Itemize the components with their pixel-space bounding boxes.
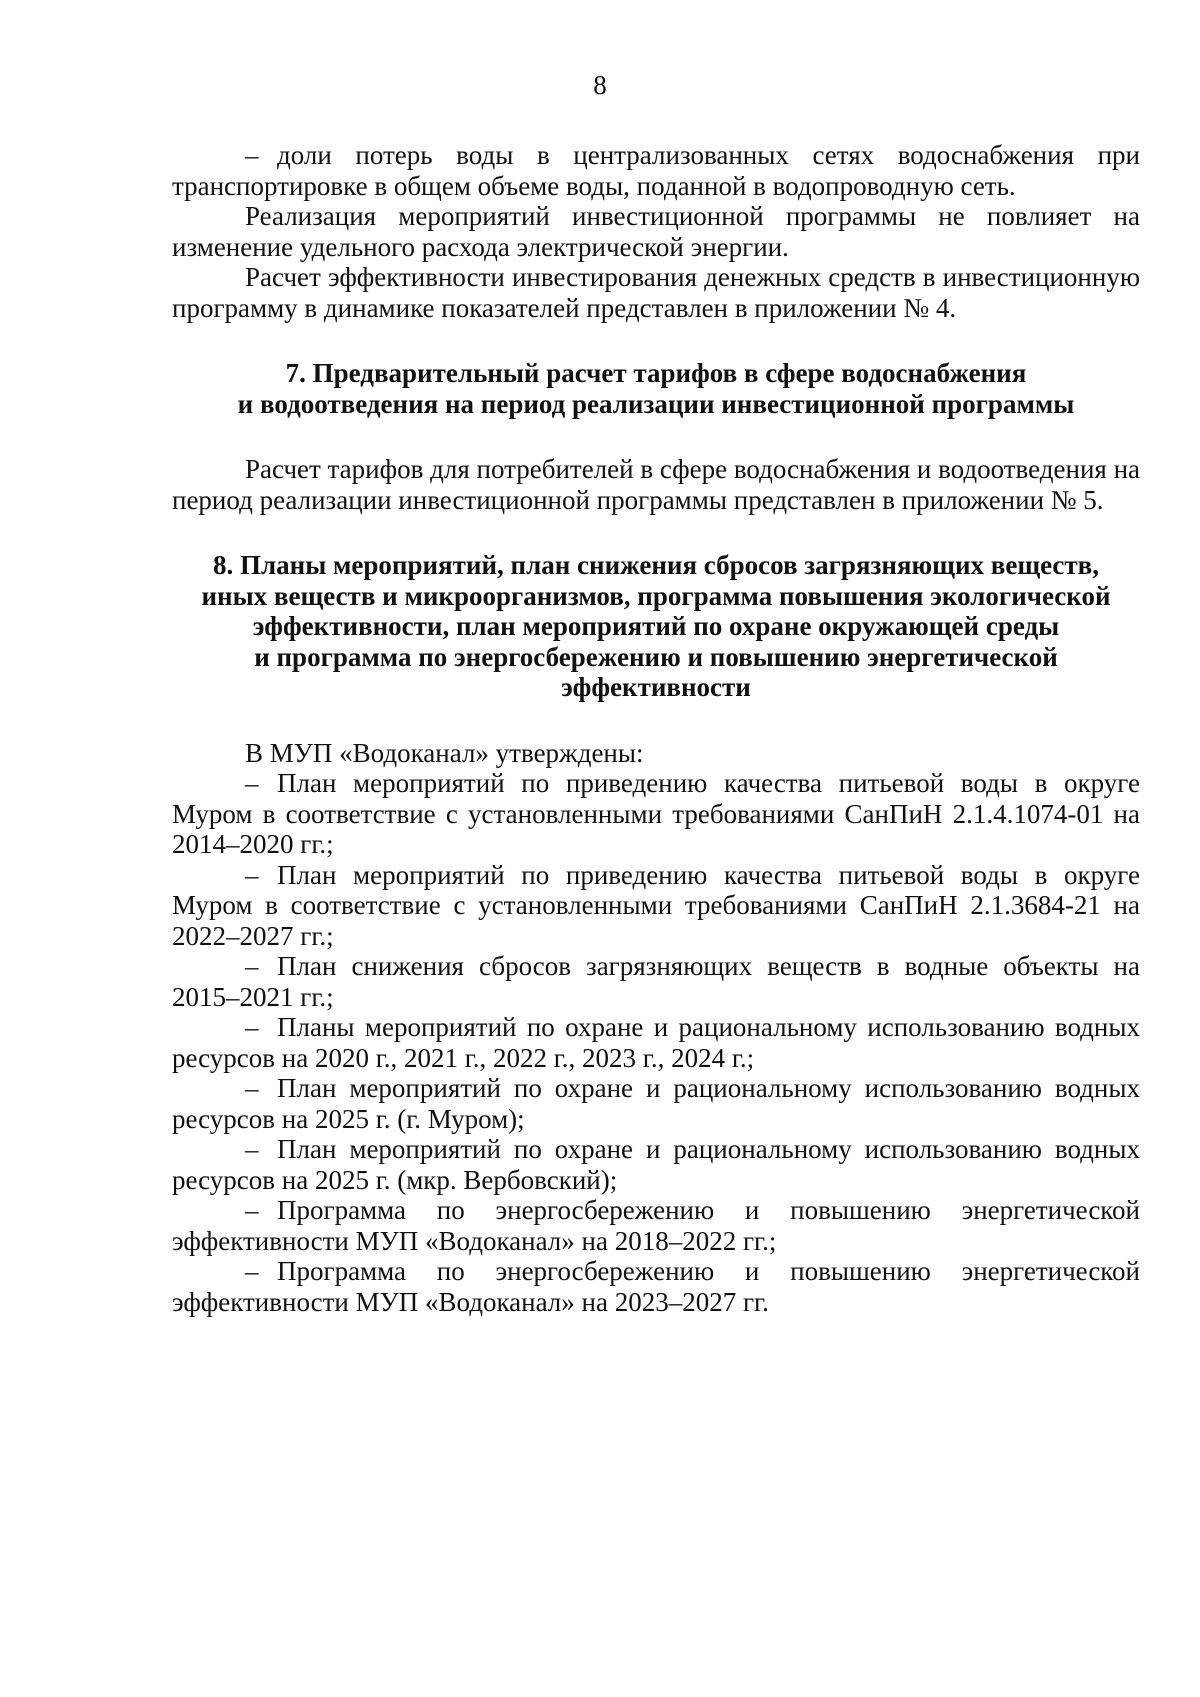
list-item-text: План мероприятий по охране и рациональному использованию водных ресурсов на 2025 г. (мкр. Вербовский); bbox=[172, 1134, 1140, 1195]
bullet-dash: – bbox=[245, 859, 259, 890]
bullet-water-losses bbox=[172, 140, 1140, 201]
bullet-dash: – bbox=[245, 140, 259, 170]
list-item bbox=[172, 951, 1140, 1012]
bullet-dash: – bbox=[245, 1073, 259, 1103]
section-8-heading-line: эффективности bbox=[561, 672, 751, 702]
section-7-body: Расчет тарифов для потребителей в сфере водоснабжения и водоотведения на период реализации инвестиционной программы представлен в приложении № 5. bbox=[172, 454, 1140, 515]
list-item-text: План мероприятий по охране и рациональному использованию водных ресурсов на 2025 г. (г. Муром); bbox=[172, 1073, 1140, 1134]
list-item bbox=[172, 1195, 1140, 1256]
section-8-heading-line: иных веществ и микроорганизмов, программа повышения экологической bbox=[201, 580, 1111, 611]
list-item-text: Программа по энергосбережению и повышению энергетической эффективности МУП «Водоканал» на 2023–2027 гг. bbox=[172, 1256, 1140, 1317]
list-item-text: План снижения сбросов загрязняющих веществ в водные объекты на 2015–2021 гг.; bbox=[172, 951, 1140, 1012]
bullet-dash: – bbox=[245, 768, 259, 798]
section-8-heading-line: эффективности, план мероприятий по охране окружающей среды bbox=[252, 611, 1060, 641]
list-item bbox=[172, 1134, 1140, 1195]
page-content bbox=[172, 140, 1140, 1317]
bullet-dash: – bbox=[245, 1134, 259, 1164]
bullet-text: доли потерь воды в централизованных сетях водоснабжения при транспортировке в общем объеме воды, поданной в водопроводную сеть. bbox=[172, 140, 1140, 201]
paragraph-investment-efficiency: Расчет эффективности инвестирования денежных средств в инвестиционную программу в динамике показателей представлен в приложении № 4. bbox=[172, 262, 1140, 323]
list-item bbox=[172, 1256, 1140, 1317]
list-item bbox=[172, 1073, 1140, 1134]
bullet-dash: – bbox=[245, 951, 259, 981]
list-item bbox=[172, 768, 1140, 860]
list-item-text: План мероприятий по приведению качества питьевой воды в округе Муром в соответствие с установленными требованиями СанПиН 2.1.4.1074-01 на 2014–2020 гг.; bbox=[172, 768, 1140, 859]
section-8-heading bbox=[172, 550, 1140, 703]
list-item-text: Планы мероприятий по охране и рациональному использованию водных ресурсов на 2020 г., 2021 г., 2022 г., 2023 г., 2024 г.; bbox=[172, 1012, 1140, 1073]
list-item-text: Программа по энергосбережению и повышению энергетической эффективности МУП «Водоканал» на 2018–2022 гг.; bbox=[172, 1195, 1140, 1256]
bullet-dash: – bbox=[245, 1012, 259, 1042]
section-7-heading-line: 7. Предварительный расчет тарифов в сфере водоснабжения bbox=[285, 358, 1027, 388]
bullet-dash: – bbox=[245, 1195, 259, 1225]
paragraph-energy-consumption: Реализация мероприятий инвестиционной программы не повлияет на изменение удельного расхода электрической энергии. bbox=[172, 201, 1140, 262]
section-7-heading bbox=[172, 358, 1140, 419]
section-8-intro: В МУП «Водоканал» утверждены: bbox=[245, 737, 644, 768]
section-8-heading-line: 8. Планы мероприятий, план снижения сбросов загрязняющих веществ, bbox=[212, 550, 1100, 580]
page-number: 8 bbox=[593, 70, 607, 100]
bullet-dash: – bbox=[245, 1256, 259, 1286]
approved-plans-list bbox=[172, 768, 1140, 1317]
list-item bbox=[172, 860, 1140, 952]
list-item-text: План мероприятий по приведению качества питьевой воды в округе Муром в соответствие с установленными требованиями СанПиН 2.1.3684-21 на 2022–2027 гг.; bbox=[172, 859, 1140, 951]
list-item bbox=[172, 1012, 1140, 1073]
section-8-heading-line: и программа по энергосбережению и повышению энергетической bbox=[254, 641, 1058, 672]
section-7-heading-line: и водоотведения на период реализации инвестиционной программы bbox=[237, 388, 1075, 419]
